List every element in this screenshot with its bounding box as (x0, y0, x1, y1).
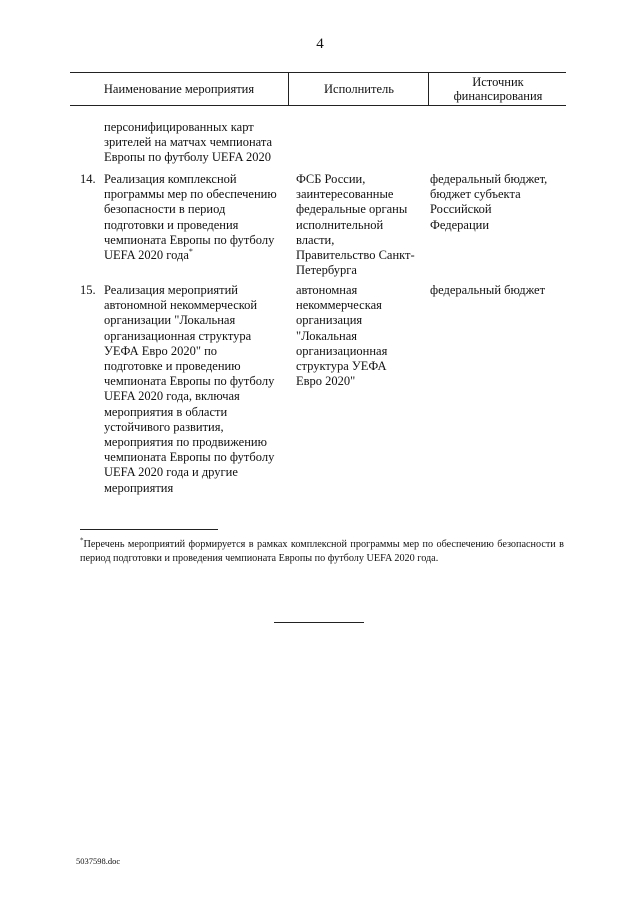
footnote (80, 538, 564, 566)
footnote-divider (80, 529, 218, 530)
table-header (70, 72, 566, 106)
document-id: 5037598.doc (76, 856, 121, 866)
footnote-reference-mark: * (188, 246, 193, 256)
header-executor: Исполнитель (288, 73, 429, 105)
continuation-event-name: персонифицированных карт зрителей на матчах чемпионата Европы по футболу UEFA 2020 (104, 120, 273, 165)
page-number: 4 (316, 36, 324, 52)
row-14-event-name (104, 172, 289, 263)
row-14-number: 14. (80, 172, 96, 186)
row-14-executor: ФСБ России, заинтересованные федеральные органы исполнительной власти, Правительство Санкт- Петербурга (296, 172, 415, 278)
header-event-name: Наименование мероприятия (103, 82, 255, 96)
row-15-number: 15. (80, 283, 96, 297)
header-funding-text: Источник финансирования (453, 75, 543, 103)
header-funding (428, 73, 567, 105)
row-15-funding: федеральный бюджет (430, 283, 546, 297)
row-15-executor: автономная некоммерческая организация "Локальная организационная структура УЕФА Евро 2020" (296, 283, 388, 389)
row-14-event-name-text: Реализация комплексной программы мер по обеспечению безопасности в период подготовки и проведения чемпионата Европы по футболу UEFA 2020 года (104, 172, 277, 263)
footnote-text: Перечень мероприятий формируется в рамках комплексной программы мер по обеспечению безопасности в период подготовки и проведения чемпионата Европы по футболу UEFA 2020 года. (80, 539, 564, 564)
row-15-event-name: Реализация мероприятий автономной некоммерческой организации "Локальная организационная структура УЕФА Евро 2020" по подготовке и проведению чемпионата Европы по футболу UEFA 2020 года, включая мероприятия в области устойчивого развития, мероприятия по продвижению чемпионата Европы по футболу UEFA 2020 года и другие мероприятия (104, 283, 275, 495)
footnote-mark: * (80, 536, 84, 545)
row-14-funding: федеральный бюджет, бюджет субъекта Российской Федерации (430, 172, 548, 232)
end-divider (274, 622, 364, 623)
